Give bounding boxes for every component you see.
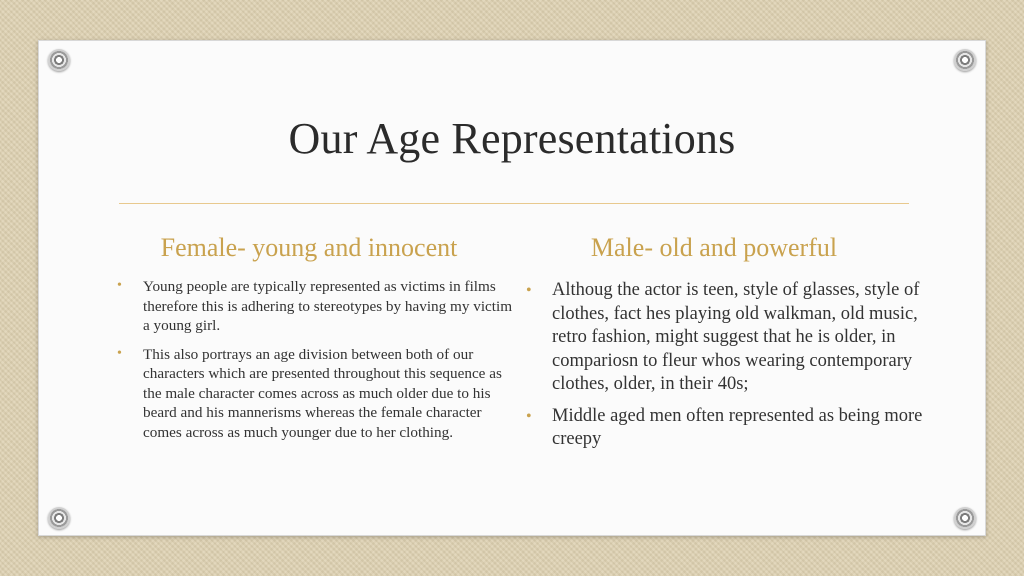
title-divider: [119, 203, 909, 204]
slide-title: Our Age Representations: [288, 114, 736, 163]
rivet-bottom-left-icon: [48, 507, 70, 529]
list-item: • Young people are typically represented as victims in films therefore this is adhering to stereotypes by having my victim a young girl.: [143, 277, 515, 336]
slide-card: [38, 40, 986, 536]
right-column-heading: Male- old and powerful: [590, 233, 838, 262]
list-item: • Middle aged men often represented as being more creepy: [552, 405, 932, 452]
left-column-heading: Female- young and innocent: [160, 233, 458, 262]
list-item: • This also portrays an age division between both of our characters which are presented throughout this sequence as the male character comes across as much older due to his beard and his mannerisms whereas the female character comes across as much younger due to her clothing.: [143, 345, 515, 443]
rivet-top-left-icon: [48, 49, 70, 71]
list-item: • Althoug the actor is teen, style of glasses, style of clothes, fact hes playing old walkman, old music, retro fashion, might suggest that he is older, in compariosn to fleur whos wearing contemporary clothes, older, in their 40s;: [552, 279, 932, 397]
rivet-bottom-right-icon: [954, 507, 976, 529]
rivet-top-right-icon: [954, 49, 976, 71]
right-bullet-list: [552, 279, 932, 460]
left-bullet-list: [143, 277, 515, 451]
